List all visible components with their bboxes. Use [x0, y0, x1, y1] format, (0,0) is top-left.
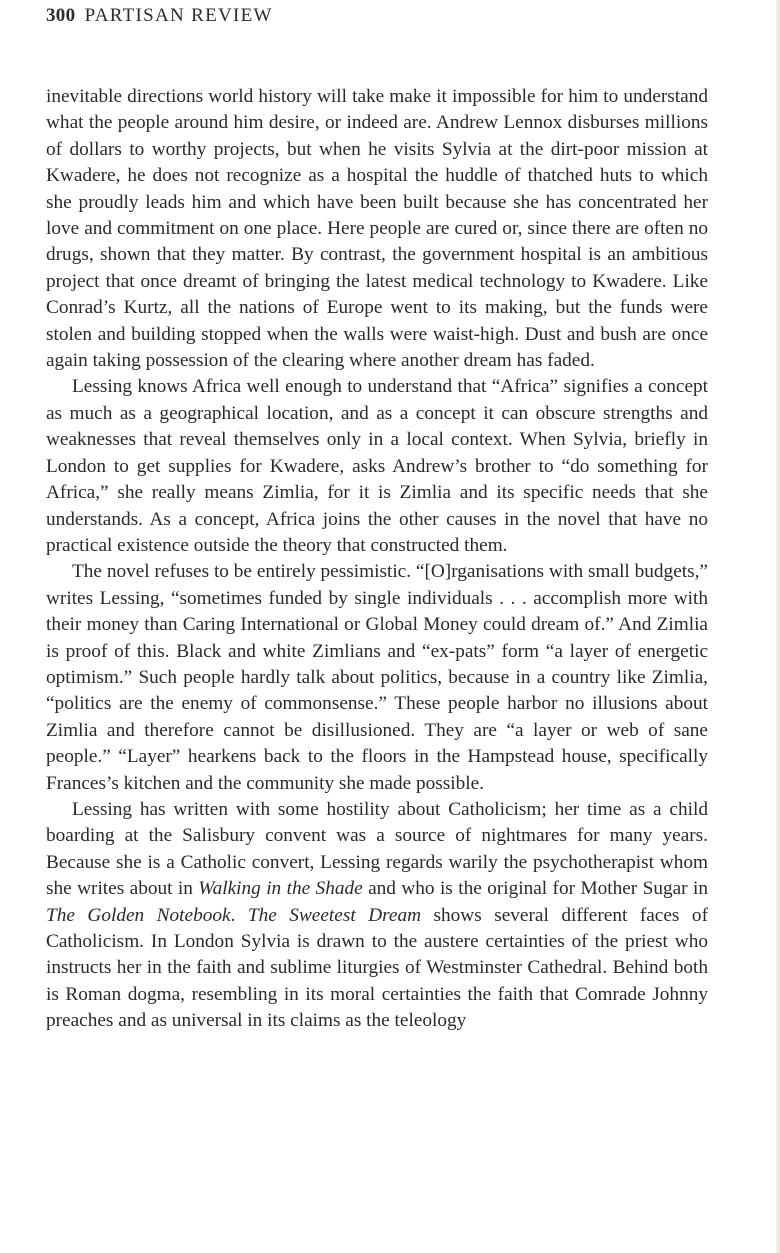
paragraph-2: Lessing knows Africa well enough to understand that “Africa” signifies a concept as much as a geographical location, and as a concept it can obscure strengths and weaknesses that reveal themselves only in a local context. When Sylvia, briefly in London to get supplies for Kwadere, asks Andrew’s brother to “do something for Africa,” she really means Zimlia, for it is Zimlia and its specific needs that she understands. As a concept, Africa joins the other causes in the novel that have no practical existence outside the theory that constructed them.: [46, 376, 708, 556]
paragraph-4-text-a: Lessing has written with some hostility about Catholicism; her time as a child boarding at the Salisbury convent was a source of nightmares for many years. Because she is a Catholic convert, Lessing regards warily the psychotherapist whom she writes about in: [46, 798, 708, 900]
paragraph-3: The novel refuses to be entirely pessimistic. “[O]rganisations with small budgets,” writes Lessing, “sometimes funded by single individuals . . . accomplish more with their money than Caring International or Global Money could dream of.” And Zimlia is proof of this. Black and white Zimlians and “ex-pats” form “a layer of energetic optimism.” Such people hardly talk about politics, because in a country like Zimlia, “politics are the enemy of commonsense.” These people harbor no illusions about Zimlia and therefore cannot be disillusioned. They are “a layer or web of sane people.” “Layer” hearkens back to the floors in the Hampstead house, specifically Frances’s kitchen and the community she made possible.: [46, 561, 708, 794]
book-title-golden-notebook: The Golden Notebook: [46, 904, 231, 926]
journal-title: PARTISAN REVIEW: [84, 5, 273, 26]
paragraph-4-text-c: .: [230, 904, 248, 926]
paragraph-4-text-b: and who is the original for Mother Sugar in: [362, 878, 709, 900]
running-head: [46, 5, 273, 27]
paragraph-4: [46, 797, 708, 1035]
paragraph-1: inevitable directions world history will take make it impossible for him to understand what the people around him desire, or indeed are. Andrew Lennox disburses millions of dollars to worthy projects, but when he visits Sylvia at the dirt-poor mission at Kwadere, he does not recognize as a hospital the huddle of thatched huts to which she proudly leads him and which have been built because she has concentrated her love and commitment on one place. Here people are cured or, since there are often no drugs, shown that they matter. By contrast, the government hospital is an ambitious project that once dreamt of bringing the latest medical technology to Kwadere. Like Conrad’s Kurtz, all the nations of Europe went to its making, but the funds were stolen and building stopped when the walls were waist-high. Dust and bush are once again taking possession of the clearing where another dream has faded.: [46, 86, 708, 372]
book-title-sweetest-dream: The Sweetest Dream: [247, 904, 422, 926]
paragraph-4-text-d: shows several different faces of Catholicism. In London Sylvia is drawn to the austere certainties of the priest who instructs her in the faith and sublime liturgies of Westminster Cathedral. Behind both is Roman dogma, resembling in its moral certainties the faith that Comrade Johnny preaches and as universal in its claims as the teleology: [46, 904, 708, 1032]
page-edge: [776, 0, 780, 1253]
book-title-walking-in-the-shade: Walking in the Shade: [198, 878, 363, 900]
page-number: 300: [46, 5, 76, 26]
article-body: [46, 84, 708, 1035]
